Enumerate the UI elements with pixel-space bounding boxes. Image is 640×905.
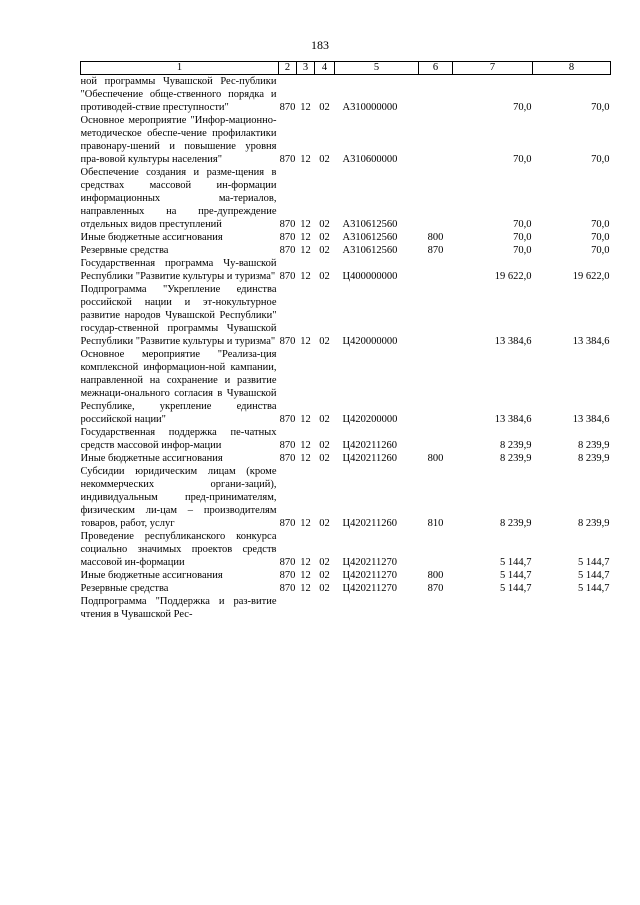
expense-type-code — [419, 75, 453, 115]
amount-col-8: 8 239,9 — [578, 518, 610, 529]
row-name: Подпрограмма "Укрепление единства российской нации и эт-нокультурное развитие народов Чувашской Республики" государ-ственной программы Чувашской Республики "Развитие культуры и туризма" — [80, 284, 277, 347]
row-name: Основное мероприятие "Реализа-ция комплексной информацион-ной кампании, направленной на сохранение и развитие межнаци-онального согласия в Чувашской Республике, укрепление единства российской нации" — [80, 349, 277, 425]
amount-col-8 — [533, 595, 611, 621]
subsection-code: 02 — [319, 102, 330, 113]
budget-table — [80, 61, 611, 621]
section-code: 12 — [300, 440, 311, 451]
table-row — [81, 530, 611, 569]
amount-col-8: 8 239,9 — [578, 453, 610, 464]
ministry-code: 870 — [279, 102, 296, 113]
ministry-code: 870 — [279, 336, 296, 347]
target-article-code: А310612560 — [342, 245, 398, 256]
amount-col-7: 70,0 — [513, 102, 532, 113]
amount-col-8: 13 384,6 — [572, 414, 610, 425]
table-body — [81, 75, 611, 622]
amount-col-8: 70,0 — [591, 232, 610, 243]
ministry-code — [279, 595, 297, 621]
expense-type-code: 800 — [427, 453, 444, 464]
target-article-code: Ц420000000 — [342, 336, 398, 347]
header-cell: 4 — [315, 62, 335, 75]
ministry-code: 870 — [279, 271, 296, 282]
subsection-code: 02 — [319, 219, 330, 230]
amount-col-7: 8 239,9 — [500, 440, 532, 451]
subsection-code: 02 — [319, 570, 330, 581]
header-cell: 2 — [279, 62, 297, 75]
target-article-code: А310612560 — [342, 219, 398, 230]
section-code: 12 — [300, 414, 311, 425]
section-code: 12 — [300, 102, 311, 113]
amount-col-8: 5 144,7 — [578, 583, 610, 594]
table-header — [81, 62, 611, 75]
expense-type-code — [419, 166, 453, 231]
section-code: 12 — [300, 154, 311, 165]
table-row — [81, 244, 611, 257]
expense-type-code: 800 — [427, 570, 444, 581]
section-code: 12 — [300, 336, 311, 347]
section-code: 12 — [300, 583, 311, 594]
page-number: 183 — [311, 38, 329, 52]
amount-col-8: 70,0 — [591, 102, 610, 113]
target-article-code: Ц420200000 — [342, 414, 398, 425]
target-article-code: Ц420211260 — [342, 518, 397, 529]
expense-type-code — [419, 595, 453, 621]
header-cell: 7 — [453, 62, 533, 75]
amount-col-8: 13 384,6 — [572, 336, 610, 347]
ministry-code: 870 — [279, 219, 296, 230]
table-row — [81, 426, 611, 452]
amount-col-7 — [453, 595, 533, 621]
section-code: 12 — [300, 245, 311, 256]
subsection-code — [315, 595, 335, 621]
ministry-code: 870 — [279, 154, 296, 165]
target-article-code: Ц420211260 — [342, 453, 397, 464]
expense-type-code — [419, 283, 453, 348]
amount-col-8: 70,0 — [591, 245, 610, 256]
row-name: Основное мероприятие "Инфор-мационно-методическое обеспе-чение профилактики правонару-шений и повышение уровня пра-вовой культуры населения" — [80, 115, 277, 165]
section-code: 12 — [300, 219, 311, 230]
expense-type-code — [419, 348, 453, 426]
target-article-code: А310612560 — [342, 232, 398, 243]
amount-col-7: 70,0 — [513, 232, 532, 243]
target-article-code: Ц400000000 — [342, 271, 398, 282]
amount-col-8: 5 144,7 — [578, 570, 610, 581]
amount-col-7: 8 239,9 — [500, 453, 532, 464]
amount-col-7: 5 144,7 — [500, 583, 532, 594]
subsection-code: 02 — [319, 557, 330, 568]
amount-col-8: 70,0 — [591, 219, 610, 230]
table-row — [81, 452, 611, 465]
row-name: Иные бюджетные ассигнования — [80, 232, 223, 243]
target-article-code: А310600000 — [342, 154, 398, 165]
target-article-code: Ц420211270 — [342, 557, 397, 568]
table-row — [81, 465, 611, 530]
amount-col-7: 8 239,9 — [500, 518, 532, 529]
subsection-code: 02 — [319, 271, 330, 282]
expense-type-code: 870 — [427, 583, 444, 594]
row-name: Подпрограмма "Поддержка и раз-витие чтения в Чувашской Рес- — [80, 596, 277, 620]
ministry-code: 870 — [279, 583, 296, 594]
subsection-code: 02 — [319, 154, 330, 165]
amount-col-8: 19 622,0 — [572, 271, 610, 282]
row-name: Обеспечение создания и разме-щения в средствах массовой ин-формации информационных ма-териалов, направленных на пре-дупреждение отдельных видов преступлений — [80, 167, 277, 230]
table-row — [81, 231, 611, 244]
subsection-code: 02 — [319, 583, 330, 594]
table-row — [81, 114, 611, 166]
amount-col-7: 13 384,6 — [494, 336, 532, 347]
ministry-code: 870 — [279, 232, 296, 243]
section-code: 12 — [300, 232, 311, 243]
amount-col-8: 5 144,7 — [578, 557, 610, 568]
ministry-code: 870 — [279, 414, 296, 425]
ministry-code: 870 — [279, 245, 296, 256]
amount-col-7: 70,0 — [513, 219, 532, 230]
row-name: Субсидии юридическим лицам (кроме некоммерческих органи-заций), индивидуальным пред-принимателям, физическим ли-цам – производителям товаров, работ, услуг — [80, 466, 277, 529]
table-row — [81, 348, 611, 426]
table-row — [81, 582, 611, 595]
header-row — [81, 62, 611, 75]
amount-col-8: 70,0 — [591, 154, 610, 165]
amount-col-7: 5 144,7 — [500, 570, 532, 581]
row-name: Резервные средства — [80, 583, 169, 594]
section-code: 12 — [300, 271, 311, 282]
table-row — [81, 75, 611, 115]
target-article-code: Ц420211270 — [342, 570, 397, 581]
row-name: Государственная программа Чу-вашской Республики "Развитие культуры и туризма" — [80, 258, 277, 282]
ministry-code: 870 — [279, 440, 296, 451]
amount-col-7: 70,0 — [513, 245, 532, 256]
subsection-code: 02 — [319, 518, 330, 529]
row-name: Государственная поддержка пе-чатных средств массовой инфор-мации — [80, 427, 277, 451]
amount-col-7: 5 144,7 — [500, 557, 532, 568]
amount-col-8: 8 239,9 — [578, 440, 610, 451]
row-name: Проведение республиканского конкурса социально значимых проектов средств массовой ин-формации — [80, 531, 277, 568]
row-name: ной программы Чувашской Рес-публики "Обеспечение обще-ственного порядка и противодей-ствие преступности" — [80, 76, 277, 113]
target-article-code: Ц420211270 — [342, 583, 397, 594]
row-name: Иные бюджетные ассигнования — [80, 453, 223, 464]
subsection-code: 02 — [319, 414, 330, 425]
subsection-code: 02 — [319, 440, 330, 451]
header-cell: 8 — [533, 62, 611, 75]
amount-col-7: 19 622,0 — [494, 271, 532, 282]
expense-type-code: 800 — [427, 232, 444, 243]
section-code: 12 — [300, 557, 311, 568]
expense-type-code — [419, 530, 453, 569]
expense-type-code — [419, 257, 453, 283]
header-cell: 1 — [81, 62, 279, 75]
ministry-code: 870 — [279, 557, 296, 568]
subsection-code: 02 — [319, 453, 330, 464]
section-code: 12 — [300, 518, 311, 529]
target-article-code — [335, 595, 419, 621]
ministry-code: 870 — [279, 453, 296, 464]
section-code: 12 — [300, 453, 311, 464]
expense-type-code: 810 — [427, 518, 444, 529]
row-name: Резервные средства — [80, 245, 169, 256]
ministry-code: 870 — [279, 518, 296, 529]
table-row — [81, 166, 611, 231]
header-cell: 6 — [419, 62, 453, 75]
row-name: Иные бюджетные ассигнования — [80, 570, 223, 581]
header-cell: 3 — [297, 62, 315, 75]
expense-type-code: 870 — [427, 245, 444, 256]
expense-type-code — [419, 114, 453, 166]
table-row — [81, 283, 611, 348]
header-cell: 5 — [335, 62, 419, 75]
target-article-code: Ц420211260 — [342, 440, 397, 451]
subsection-code: 02 — [319, 245, 330, 256]
subsection-code: 02 — [319, 232, 330, 243]
subsection-code: 02 — [319, 336, 330, 347]
expense-type-code — [419, 426, 453, 452]
table-row — [81, 257, 611, 283]
table-row — [81, 595, 611, 621]
table-row — [81, 569, 611, 582]
section-code: 12 — [300, 570, 311, 581]
amount-col-7: 13 384,6 — [494, 414, 532, 425]
section-code — [297, 595, 315, 621]
ministry-code: 870 — [279, 570, 296, 581]
amount-col-7: 70,0 — [513, 154, 532, 165]
target-article-code: А310000000 — [342, 102, 398, 113]
